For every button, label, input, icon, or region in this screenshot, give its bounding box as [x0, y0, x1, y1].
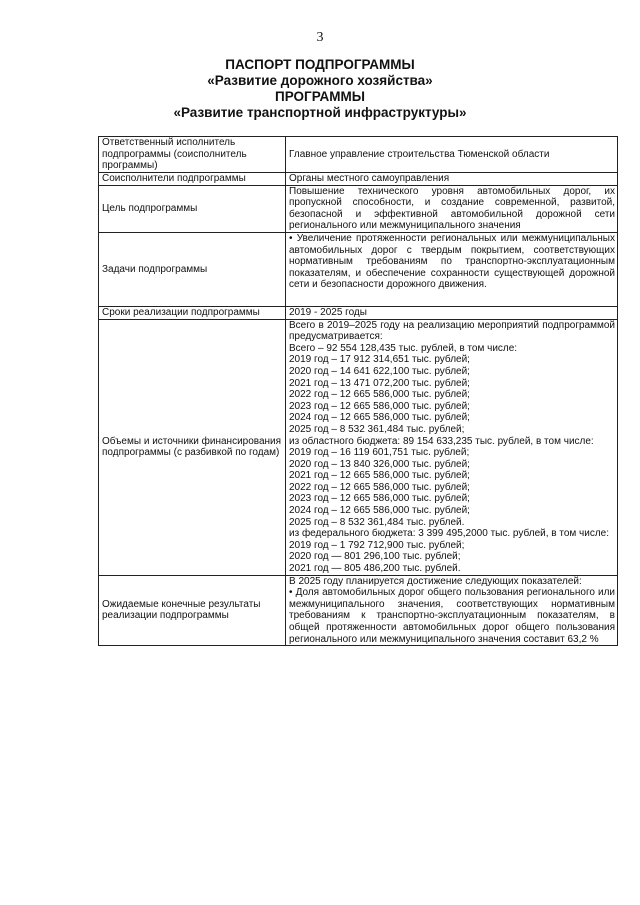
funding-total-year: 2019 год – 17 912 314,651 тыс. рублей; — [289, 354, 470, 366]
co-executors-value: Органы местного самоуправления — [286, 173, 618, 186]
results-value — [286, 575, 618, 646]
title-line-4: «Развитие транспортной инфраструктуры» — [173, 105, 467, 120]
funding-regional-year: 2024 год – 12 665 586,000 тыс. рублей; — [289, 505, 470, 517]
funding-regional: из областного бюджета: 89 154 633,235 тыс. рублей, в том числе: — [289, 435, 594, 447]
funding-total: Всего – 92 554 128,435 тыс. рублей, в том числе: — [289, 342, 518, 354]
co-executors-label: Соисполнители подпрограммы — [99, 173, 286, 186]
row-co-executors — [99, 173, 618, 186]
funding-regional-year: 2020 год – 13 840 326,000 тыс. рублей; — [289, 458, 470, 470]
funding-regional-year: 2025 год – 8 532 361,484 тыс. рублей. — [289, 516, 465, 528]
funding-total-year: 2021 год – 13 471 072,200 тыс. рублей; — [289, 377, 470, 389]
results-label: Ожидаемые конечные результаты реализации подпрограммы — [99, 575, 286, 646]
funding-total-year: 2020 год – 14 641 622,100 тыс. рублей; — [289, 365, 470, 377]
terms-label: Сроки реализации подпрограммы — [99, 306, 286, 319]
results-indicator: • Доля автомобильных дорог общего пользования регионального или межмуниципального значения, соответствующих нормативным требованиям к транспортно-эксплуатационным показателям, в общей протяженности автомобильных дорог общего пользования регионального или межмуниципального значения составит 63,2 % — [289, 587, 615, 645]
funding-regional-year: 2022 год – 12 665 586,000 тыс. рублей; — [289, 481, 470, 493]
goal-value: Повышение технического уровня автомобильных дорог, их пропускной способности, и создание современной, развитой, безопасной и эффективной автомобильной дорожной сети регионального или межмуниципального значения — [286, 185, 618, 232]
funding-total-year: 2025 год – 8 532 361,484 тыс. рублей; — [289, 423, 465, 435]
tasks-label: Задачи подпрограммы — [99, 232, 286, 306]
funding-federal-year: 2019 год – 1 792 712,900 тыс. рублей; — [289, 539, 465, 551]
funding-regional-year: 2023 год – 12 665 586,000 тыс. рублей; — [289, 493, 470, 505]
title-line-2: «Развитие дорожного хозяйства» — [207, 73, 433, 88]
funding-regional-year: 2021 год – 12 665 586,000 тыс. рублей; — [289, 470, 470, 482]
funding-value — [286, 319, 618, 575]
funding-regional-year: 2019 год – 16 119 601,751 тыс. рублей; — [289, 447, 470, 459]
title-line-1: ПАСПОРТ ПОДПРОГРАММЫ — [225, 57, 415, 72]
funding-total-year: 2023 год – 12 665 586,000 тыс. рублей; — [289, 400, 470, 412]
row-results — [99, 575, 618, 646]
page-number: 3 — [316, 30, 324, 45]
funding-total-year: 2024 год – 12 665 586,000 тыс. рублей; — [289, 412, 470, 424]
tasks-value: • Увеличение протяженности региональных или межмуниципальных автомобильных дорог с твердым покрытием, соответствующих нормативным требованиям по транспортно-эксплуатационным показателям, и обеспечение сохранности существующей дорожной сети и безопасности дорожного движения. — [286, 232, 618, 306]
row-terms — [99, 306, 618, 319]
results-intro: В 2025 году планируется достижение следующих показателей: — [289, 575, 582, 587]
funding-federal-year: 2021 год — 805 486,200 тыс. рублей. — [289, 563, 461, 575]
terms-value: 2019 - 2025 годы — [286, 306, 618, 319]
funding-federal-year: 2020 год — 801 296,100 тыс. рублей; — [289, 551, 461, 563]
passport-table — [98, 136, 618, 646]
row-executor — [99, 137, 618, 173]
executor-value: Главное управление строительства Тюменской области — [286, 137, 618, 173]
funding-total-year: 2022 год – 12 665 586,000 тыс. рублей; — [289, 389, 470, 401]
row-goal — [99, 185, 618, 232]
funding-federal: из федерального бюджета: 3 399 495,2000 тыс. рублей, в том числе: — [289, 528, 610, 540]
goal-label: Цель подпрограммы — [99, 185, 286, 232]
title-line-3: ПРОГРАММЫ — [275, 89, 365, 104]
row-funding — [99, 319, 618, 575]
row-tasks — [99, 232, 618, 306]
funding-label: Объемы и источники финансирования подпрограммы (с разбивкой по годам) — [99, 319, 286, 575]
executor-label: Ответственный исполнитель подпрограммы (соисполнитель программы) — [99, 137, 286, 173]
funding-intro: Всего в 2019–2025 году на реализацию мероприятий подпрограммой предусматривается: — [289, 319, 615, 343]
document-title — [0, 57, 640, 121]
